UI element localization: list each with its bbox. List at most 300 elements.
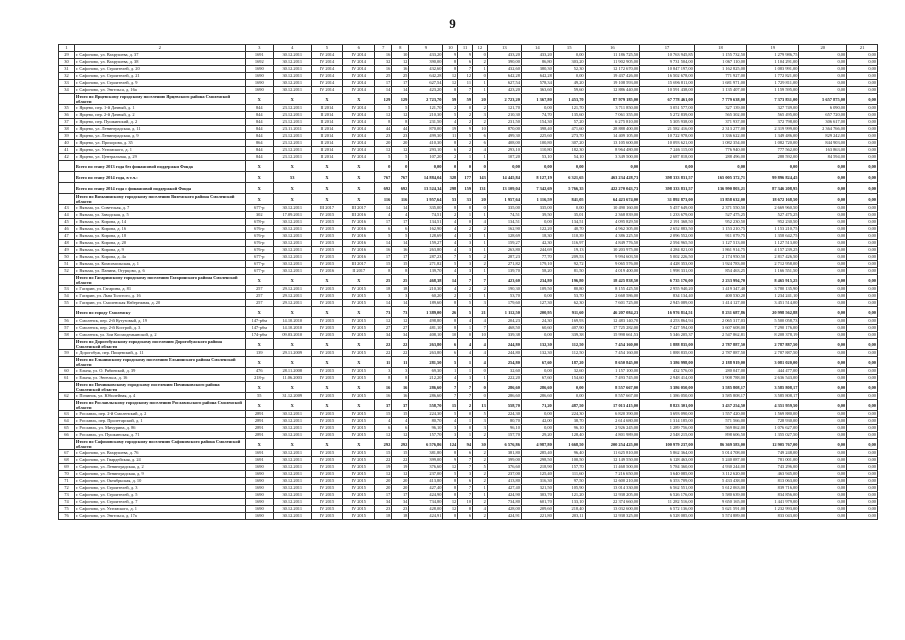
table-cell: IV 2015	[311, 286, 343, 293]
table-cell: 408,00	[487, 140, 521, 147]
table-cell: 12 938 205,00	[585, 492, 640, 499]
table-cell: 0,00	[799, 161, 847, 172]
table-cell: 222,20	[487, 375, 521, 382]
table-cell: 11	[392, 357, 409, 368]
table-cell: 390,00	[487, 59, 521, 66]
table-cell: 1 153 210,75	[747, 226, 799, 233]
column-number: 10	[443, 45, 458, 52]
table-cell: 413,80	[487, 478, 521, 485]
table-cell: 74,51	[487, 212, 521, 219]
table-cell: 777 562,00	[747, 147, 799, 154]
table-cell: 2	[458, 226, 473, 233]
table-cell: 0,00	[799, 172, 847, 183]
table-cell: 196,80	[553, 275, 585, 286]
table-cell: 7 454 160,00	[585, 350, 640, 357]
table-cell: 27	[375, 325, 392, 332]
table-cell: 8	[458, 506, 473, 513]
table-cell: X	[245, 357, 273, 368]
table-cell: 12	[392, 147, 409, 154]
table-cell: 9 650 165,00	[694, 499, 746, 506]
table-cell: 3	[392, 293, 409, 300]
table-cell	[59, 183, 75, 194]
table-cell: 424,90	[487, 492, 521, 499]
table-cell: 0,00	[847, 205, 878, 212]
table-cell: 22	[392, 350, 409, 357]
table-cell: 30.12.2011	[273, 499, 311, 506]
table-cell: IV 2015	[311, 499, 343, 506]
table-row	[59, 154, 878, 161]
table-cell: 54,10	[553, 154, 585, 161]
table-cell: 335,00	[409, 205, 443, 212]
table-cell: 8	[443, 140, 458, 147]
table-cell: 5	[443, 471, 458, 478]
table-cell: 10 763 945,85	[640, 52, 695, 59]
table-cell: 6 128 463,00	[640, 457, 695, 464]
table-cell: IV 2016	[343, 254, 375, 261]
table-cell: 129	[375, 94, 392, 105]
table-cell: 69	[59, 464, 75, 471]
table-cell: 5	[458, 254, 473, 261]
table-cell: 16	[392, 247, 409, 254]
table-cell: 13 524,34	[409, 183, 443, 194]
table-cell: IV 2014	[311, 52, 343, 59]
table-cell: 0,00	[847, 478, 878, 485]
table-cell: 0,00	[553, 52, 585, 59]
table-row	[59, 513, 878, 520]
subtotal-row	[59, 194, 878, 205]
table-cell: 0,00	[409, 161, 443, 172]
table-cell: 870,00	[409, 126, 443, 133]
table-cell: 9	[443, 457, 458, 464]
table-cell: 53	[443, 194, 458, 205]
table-cell: 254,80	[487, 357, 521, 368]
table-cell: 642,28	[409, 73, 443, 80]
table-cell: IV 2015	[311, 240, 343, 247]
table-cell: 5 580 639,00	[694, 492, 746, 499]
table-cell: 2 948 414,00	[640, 375, 695, 382]
table-cell: 22	[375, 457, 392, 464]
table-cell: 110,80	[521, 147, 553, 154]
table-cell: 734,80	[487, 499, 521, 506]
table-cell: 71,20	[521, 400, 553, 411]
table-cell: 1 441 979,00	[747, 499, 799, 506]
table-cell: 4	[443, 375, 458, 382]
table-cell: г. Вязьма, ул. Кирова, д. 14	[74, 219, 245, 226]
table-cell: 471,60	[553, 126, 585, 133]
table-cell: 1 314 185,00	[640, 418, 695, 425]
table-cell: 8	[392, 119, 409, 126]
table-cell: 288 496,00	[694, 154, 746, 161]
table-cell: 1 668,50	[553, 439, 585, 450]
table-cell: 0	[458, 425, 473, 432]
table-cell: 31.12.2009	[273, 393, 311, 400]
table-cell: 4	[473, 219, 488, 226]
table-cell: 11 468 500,00	[585, 464, 640, 471]
table-cell: 20	[473, 194, 488, 205]
table-cell: 5 457 649,00	[640, 205, 695, 212]
table-cell: 676-р	[245, 247, 273, 254]
table-cell: 3 585 808,17	[694, 382, 746, 393]
table-cell: 1 957,64	[409, 194, 443, 205]
table-cell	[59, 439, 75, 450]
table-cell: 427,40	[487, 485, 521, 492]
table-cell: 0,00	[847, 268, 878, 275]
table-cell: 2891	[245, 432, 273, 439]
table-cell: 74	[59, 499, 75, 506]
table-cell: 59,60	[553, 87, 585, 94]
table-cell: 398 333 831,57	[640, 172, 695, 183]
table-cell: 30.12.2011	[273, 240, 311, 247]
table-cell: 4 157 239,25	[747, 247, 799, 254]
table-cell: 293,10	[487, 147, 521, 154]
table-cell: 22	[392, 339, 409, 350]
table-cell: 4	[473, 350, 488, 357]
table-cell: 18,30	[521, 233, 553, 240]
table-cell: II 2014	[311, 133, 343, 140]
table-cell: 1 159 595,00	[747, 87, 799, 94]
table-cell: 0,00	[847, 300, 878, 307]
table-cell: X	[311, 94, 343, 105]
table-cell: 0,00	[799, 307, 847, 318]
table-cell: 231,50	[487, 119, 521, 126]
table-cell	[59, 382, 75, 393]
table-cell: 0,00	[799, 87, 847, 94]
table-cell: 743 296,00	[747, 464, 799, 471]
table-cell: 16 976 814,51	[640, 307, 695, 318]
table-cell: X	[245, 339, 273, 350]
table-cell: г. Сафоново, ул. Гвардейская, д. 24	[74, 457, 245, 464]
table-cell: 3	[473, 425, 488, 432]
table-cell: 4 351 959,50	[747, 400, 799, 411]
table-cell: 4	[443, 247, 458, 254]
table-cell: 29.12.2011	[273, 300, 311, 307]
table-cell: 10 722 978,00	[640, 133, 695, 140]
table-cell: 1	[458, 418, 473, 425]
table-cell: 1	[473, 293, 488, 300]
table-cell: 1 386 050,00	[640, 393, 695, 400]
table-cell: 5 346 205,37	[640, 332, 695, 339]
table-cell: 159,27	[487, 240, 521, 247]
table-cell: 6	[375, 425, 392, 432]
table-cell: 87 346 208,95	[747, 183, 799, 194]
table-cell: 24,30	[521, 318, 553, 325]
table-cell: 1 135 407,00	[694, 87, 746, 94]
table-cell: 2 364 766,00	[799, 126, 847, 133]
table-cell: 157,70	[487, 432, 521, 439]
table-cell: X	[311, 400, 343, 411]
table-cell: 7	[473, 275, 488, 286]
table-cell: 0,00	[847, 506, 878, 513]
table-cell: 1	[473, 375, 488, 382]
table-cell: 0,00	[799, 205, 847, 212]
table-cell: 0	[473, 52, 488, 59]
table-cell: IV 2015	[311, 261, 343, 268]
table-cell: Всего по этапу 2014 года, в т.ч.:	[74, 172, 245, 183]
table-cell: IV 2014	[311, 87, 343, 94]
table-cell: Итого по Рославльскому городскому поселению Рославльского района Смоленской области	[74, 400, 245, 411]
table-cell: 52,30	[553, 66, 585, 73]
table-cell: IV 2014	[343, 119, 375, 126]
table-cell: 38,70	[553, 418, 585, 425]
table-cell: 6	[458, 478, 473, 485]
table-cell: IV 2015	[311, 254, 343, 261]
table-cell: 203,11	[553, 513, 585, 520]
table-row	[59, 293, 878, 300]
table-cell: IV 2016	[343, 240, 375, 247]
table-row	[59, 240, 878, 247]
table-cell: 20 998 562,88	[747, 307, 799, 318]
subtotal-row	[59, 339, 878, 350]
table-cell: 3 112 620,00	[694, 471, 746, 478]
table-cell: 302	[245, 212, 273, 219]
table-cell: 18	[392, 513, 409, 520]
table-cell: 4	[458, 339, 473, 350]
table-cell: 29,20	[521, 432, 553, 439]
table-cell: 224,30	[553, 411, 585, 418]
table-cell: II 2014	[311, 140, 343, 147]
table-cell: 864	[245, 140, 273, 147]
table-cell: 157,70	[553, 464, 585, 471]
table-cell: 1691	[245, 450, 273, 457]
table-cell: IV 2015	[343, 425, 375, 432]
table-cell: 22	[392, 457, 409, 464]
table-cell: 3 349 500,00	[585, 154, 640, 161]
table-cell: 7	[458, 393, 473, 400]
table-cell: IV 2015	[311, 485, 343, 492]
table-cell: X	[311, 357, 343, 368]
column-number: 19	[747, 45, 799, 52]
table-cell: 34	[375, 499, 392, 506]
table-cell: 159	[458, 183, 473, 194]
table-cell: 676-р	[245, 226, 273, 233]
table-cell: II 2014	[311, 105, 343, 112]
table-cell: 125,40	[521, 471, 553, 478]
table-cell: 767	[375, 172, 392, 183]
table-cell: 307,20	[553, 140, 585, 147]
table-cell: 1 157 100,00	[585, 368, 640, 375]
table-cell: 0,00	[847, 87, 878, 94]
table-cell: 5 612 063,00	[694, 485, 746, 492]
table-cell: 0,00	[847, 485, 878, 492]
table-cell: 2	[443, 105, 458, 112]
table-cell: 16	[375, 52, 392, 59]
table-cell: 7	[458, 464, 473, 471]
table-cell: 263,80	[409, 350, 443, 357]
table-cell: IV 2014	[343, 147, 375, 154]
table-cell: 8	[392, 268, 409, 275]
table-cell: 423,20	[409, 87, 443, 94]
table-cell: 17	[375, 492, 392, 499]
table-cell: 11.06.2003	[273, 375, 311, 382]
table-cell: 13 032 600,00	[585, 506, 640, 513]
table-cell: 11	[375, 357, 392, 368]
table-cell: IV 2015	[343, 368, 375, 375]
table-cell: II 2014	[311, 126, 343, 133]
table-cell: 8	[375, 375, 392, 382]
table-cell: 5	[443, 112, 458, 119]
table-cell: 12	[443, 80, 458, 87]
table-cell: 56	[59, 318, 75, 325]
table-cell: 0,00	[847, 293, 878, 300]
table-cell: 6	[443, 147, 458, 154]
table-cell: 0,00	[521, 293, 553, 300]
table-cell: 37	[392, 400, 409, 411]
table-cell: 3 585 808,17	[747, 393, 799, 400]
table-cell: 8	[443, 59, 458, 66]
table-cell: 4 962 305,00	[585, 226, 640, 233]
table-cell: 578,34	[521, 80, 553, 87]
table-cell: 30.12.2011	[273, 80, 311, 87]
table-cell: г. Ярцево, пер. 1-й Дачный, д. 1	[74, 105, 245, 112]
table-cell: 371 937,00	[694, 119, 746, 126]
column-number: 6	[343, 45, 375, 52]
table-cell: 0,00	[847, 332, 878, 339]
table-cell: г. Вязьма, ул. Кирова, д. 20	[74, 240, 245, 247]
table-cell: 14	[443, 275, 458, 286]
table-cell: 154,30	[521, 119, 553, 126]
table-cell: 189,60	[409, 300, 443, 307]
table-cell: X	[273, 307, 311, 318]
table-cell: 3	[375, 368, 392, 375]
table-cell: 6	[375, 226, 392, 233]
table-cell: 0,00	[799, 464, 847, 471]
table-cell: 0	[443, 161, 458, 172]
table-cell: 162,90	[487, 226, 521, 233]
table-cell: 1 083 991,00	[747, 66, 799, 73]
table-cell: 6 576,86	[487, 439, 521, 450]
table-cell: 22	[375, 350, 392, 357]
table-cell: 0,00	[553, 393, 585, 400]
table-cell: 280 047,00	[694, 368, 746, 375]
table-row	[59, 52, 878, 59]
table-cell: 481,10	[409, 325, 443, 332]
table-row	[59, 325, 878, 332]
table-cell: 0,00	[799, 411, 847, 418]
table-cell: 94	[458, 439, 473, 450]
table-cell: 288 592,00	[747, 154, 799, 161]
table-cell: 30.12.2011	[273, 226, 311, 233]
table-cell: 0,00	[487, 161, 521, 172]
table-cell: X	[311, 161, 343, 172]
table-cell: 67 778 461,00	[640, 94, 695, 105]
table-cell: 15	[392, 261, 409, 268]
table-cell: 30.12.2011	[273, 457, 311, 464]
table-cell: 11 186 725,50	[585, 52, 640, 59]
column-number: 20	[799, 45, 847, 52]
table-cell: 4	[375, 418, 392, 425]
table-cell: 80,70	[409, 418, 443, 425]
table-cell: 15	[375, 261, 392, 268]
column-number: 16	[585, 45, 640, 52]
table-cell: 68	[59, 457, 75, 464]
table-cell: 2	[473, 261, 488, 268]
table-cell: 0,00	[799, 382, 847, 393]
table-cell: 12	[392, 59, 409, 66]
table-cell: г. Сафоново, ул. Вахрушева, д. 76	[74, 450, 245, 457]
table-cell: 10	[458, 499, 473, 506]
table-cell: 1 861 914,75	[694, 247, 746, 254]
table-cell: 76	[59, 513, 75, 520]
table-cell: 8	[458, 205, 473, 212]
table-row	[59, 368, 878, 375]
table-cell: 3 081 020,00	[747, 357, 799, 368]
table-cell: IV 2014	[343, 133, 375, 140]
table-cell: IV 2016	[343, 219, 375, 226]
table-cell: 53	[59, 286, 75, 293]
table-cell: 0,00	[799, 393, 847, 400]
table-cell: 20	[375, 140, 392, 147]
table-cell: 20	[392, 140, 409, 147]
table-cell: 8	[443, 318, 458, 325]
table-cell: 2 096 552,00	[640, 233, 695, 240]
table-cell: 8	[375, 268, 392, 275]
table-cell: 6	[443, 339, 458, 350]
table-cell: 96,10	[487, 425, 521, 432]
table-cell: 67,60	[521, 375, 553, 382]
table-row	[59, 300, 878, 307]
table-cell: 410,30	[409, 140, 443, 147]
table-cell: 16	[392, 382, 409, 393]
table-cell: 16	[375, 66, 392, 73]
table-cell: 335,00	[521, 205, 553, 212]
table-cell: 476	[245, 368, 273, 375]
table-cell: 2 368 839,00	[585, 212, 640, 219]
table-cell: 2	[473, 478, 488, 485]
table-cell: 6	[473, 140, 488, 147]
table-cell: 0,00	[847, 513, 878, 520]
table-cell: 1	[458, 325, 473, 332]
table-cell: 1690	[245, 485, 273, 492]
table-cell: 210,30	[409, 112, 443, 119]
table-cell: 0,00	[585, 161, 640, 172]
table-cell: 30.12.2011	[273, 464, 311, 471]
table-cell: 1	[473, 80, 488, 87]
table-cell: 2 955 940,20	[640, 286, 695, 293]
table-cell: 844	[245, 119, 273, 126]
table-cell: 99 896 824,45	[747, 172, 799, 183]
table-cell: 53	[273, 172, 311, 183]
table-cell: 335,00	[487, 205, 521, 212]
column-number: 12	[473, 45, 488, 52]
table-cell: г. Сафоново, ул. Ухтомского, д. 1	[74, 506, 245, 513]
table-cell: 0,00	[799, 350, 847, 357]
table-row	[59, 247, 878, 254]
table-cell: 60	[59, 368, 75, 375]
table-cell: 1 076 627,00	[747, 425, 799, 432]
table-cell: 1	[458, 293, 473, 300]
table-cell: 1 162 825,00	[694, 66, 746, 73]
table-cell: IV 2015	[311, 492, 343, 499]
table-cell: X	[343, 382, 375, 393]
table-cell: 285,40	[521, 450, 553, 457]
table-cell: X	[245, 439, 273, 450]
program-table	[58, 44, 878, 520]
table-cell: 2	[458, 147, 473, 154]
table-cell: 5	[375, 233, 392, 240]
table-cell: 0,00	[694, 161, 746, 172]
table-cell: 96,10	[553, 425, 585, 432]
table-cell: 5 272 839,00	[640, 112, 695, 119]
table-cell: 58	[59, 332, 75, 339]
table-cell: 1690	[245, 513, 273, 520]
table-row	[59, 471, 878, 478]
table-cell: 444 477,00	[747, 368, 799, 375]
table-cell: г. Сафоново, ул. Энгельса, д. 17а	[74, 513, 245, 520]
table-cell: 0,00	[521, 161, 553, 172]
table-cell: 1	[473, 66, 488, 73]
table-cell: 749 248,00	[747, 450, 799, 457]
table-cell: IV 2014	[343, 154, 375, 161]
